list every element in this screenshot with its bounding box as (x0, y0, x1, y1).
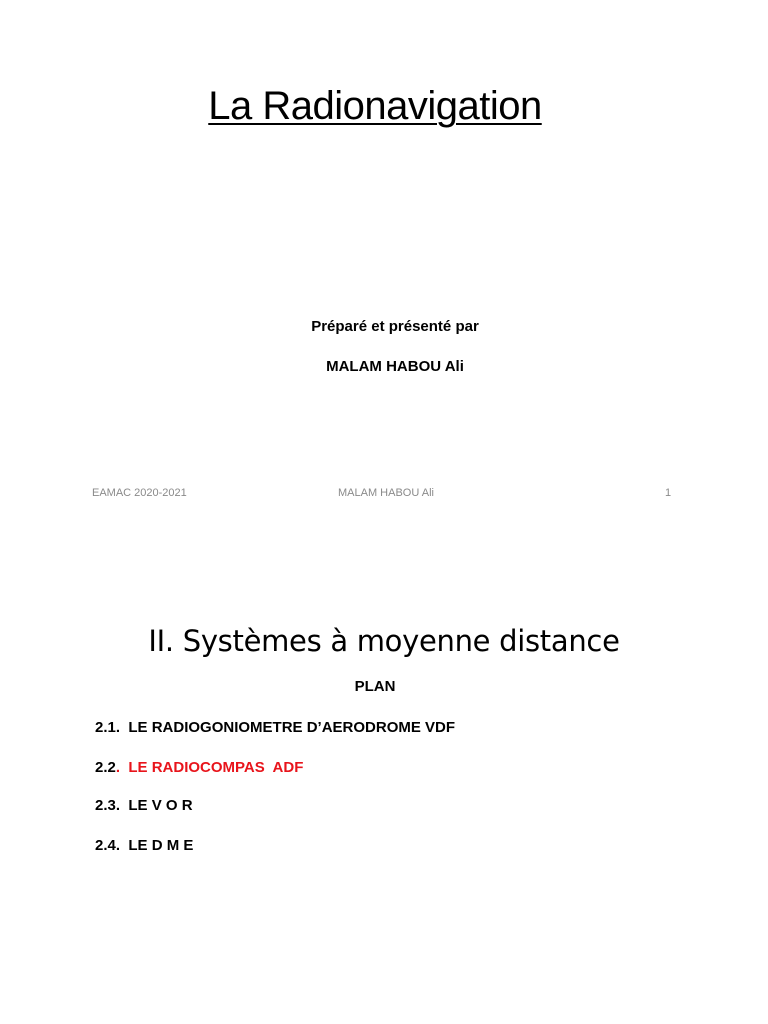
slide-2 (0, 540, 768, 1024)
plan-item (95, 837, 193, 854)
plan-item (95, 797, 193, 814)
plan-item-number: 2.1. (95, 719, 121, 736)
slide-2-title: II. Systèmes à moyenne distance (148, 624, 620, 658)
plan-item-number: 2.3. (95, 797, 121, 814)
plan-item (95, 719, 455, 736)
plan-item-highlighted (95, 759, 303, 776)
plan-item-label: LE V O R (128, 797, 193, 814)
plan-item-label: LE D M E (128, 837, 194, 854)
slide-1-title: La Radionavigation (208, 84, 542, 128)
footer-page-number: 1 (665, 487, 672, 499)
plan-item-label: LE RADIOGONIOMETRE D’AERODROME VDF (128, 719, 456, 736)
footer-left-text: EAMAC 2020-2021 (92, 487, 187, 499)
footer-center-text: MALAM HABOU Ali (338, 487, 434, 499)
plan-item-number: 2.2 (95, 759, 116, 776)
plan-item-label: LE RADIOCOMPAS ADF (128, 759, 304, 776)
author-name: MALAM HABOU Ali (326, 358, 464, 375)
plan-item-number: 2.4. (95, 837, 121, 854)
plan-heading: PLAN (354, 678, 396, 695)
plan-item-dot: . (115, 759, 121, 776)
prepared-by-text: Préparé et présenté par (311, 318, 479, 335)
